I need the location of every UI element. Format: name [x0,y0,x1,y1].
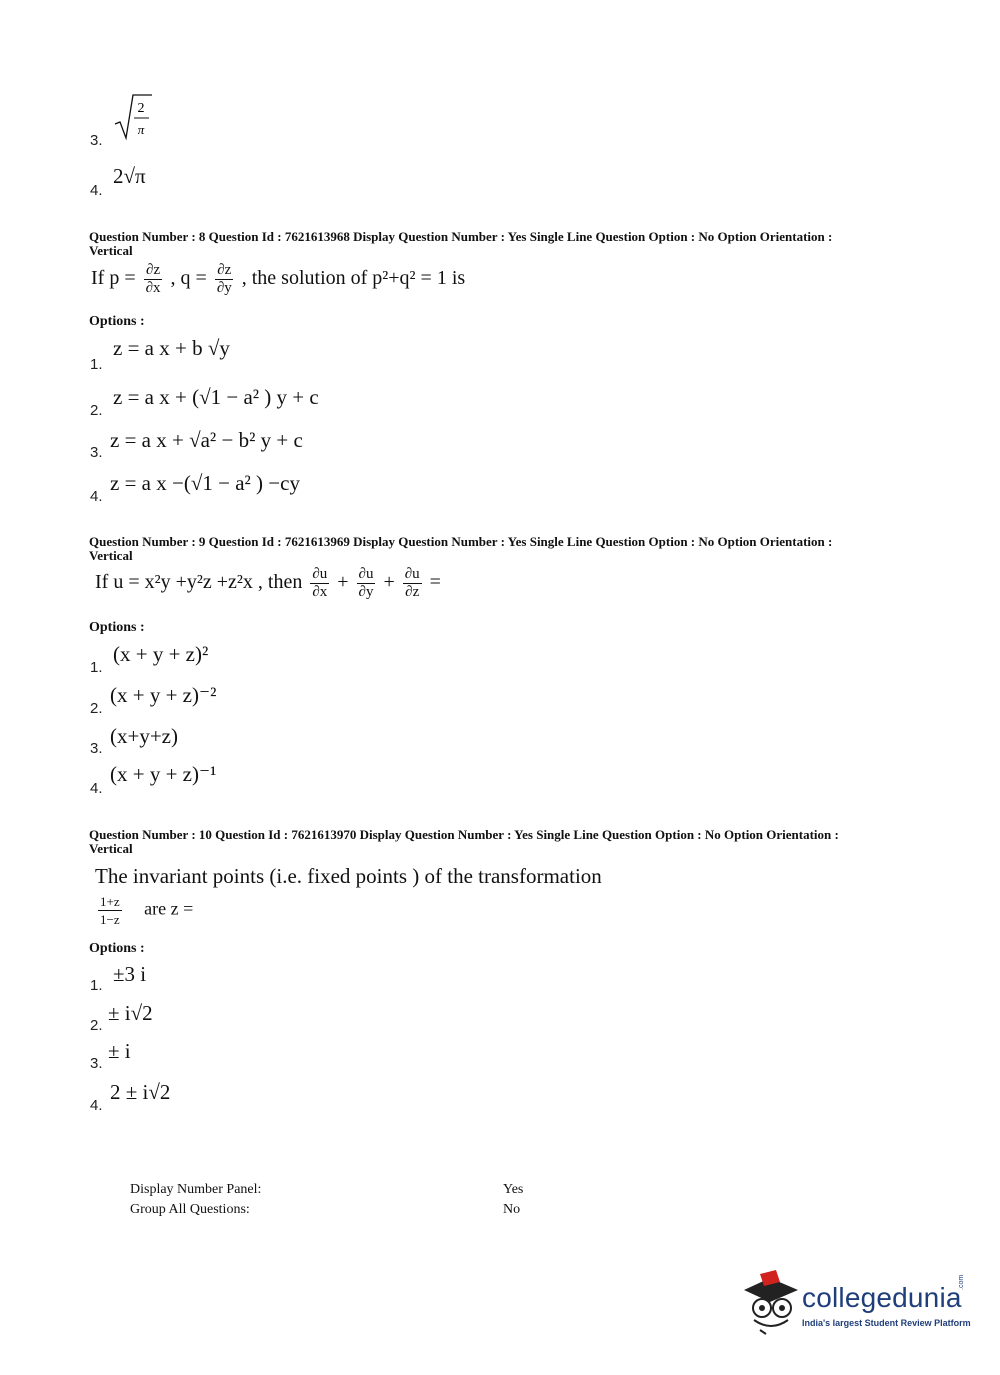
fraction-transformation [98,893,122,928]
numerator: ∂z [146,262,161,278]
question-stem-line2 [95,893,193,928]
denominator: ∂y [216,280,232,296]
sqrt-2-over-pi [113,92,153,142]
question-stem-line1: The invariant points (i.e. fixed points ) of the transformation [95,864,602,888]
option-number: 2. [90,402,103,419]
group-all-questions-value: No [503,1202,521,1217]
question-header: Question Number : 10 Question Id : 7621613970 Display Question Number : Yes Single Line Question Option : No Option Orientation : Vertical [89,827,839,856]
svg-text:2: 2 [137,101,145,116]
option-number: 3. [90,1055,103,1072]
option-text: z = a x + √a² − b² y + c [110,428,303,452]
denominator: ∂z [405,584,420,600]
stem-prefix: If p = [91,267,136,290]
fraction-du-dy [357,566,376,601]
option-text: (x + y + z)⁻² [110,683,217,707]
denominator: ∂x [312,584,328,600]
option-text: 2√π [113,164,146,188]
stem-suffix: = [429,571,441,594]
mascot-icon [740,1268,802,1336]
denominator: ∂y [358,584,374,600]
option-number: 4. [90,488,103,505]
option-text: ±3 i [113,962,147,986]
options-label: Options : [89,314,145,329]
option-number: 1. [90,977,103,994]
option-text: (x + y + z)⁻¹ [110,762,217,786]
fraction-dz-dy [215,262,234,297]
plus: + [383,571,395,594]
display-number-panel-value: Yes [503,1182,524,1197]
options-label: Options : [89,941,145,956]
collegedunia-logo [740,1268,970,1338]
question-header: Question Number : 8 Question Id : 7621613968 Display Question Number : Yes Single Line Question Option : No Option Orientation : Vertical [89,229,833,258]
option-text: (x+y+z) [110,724,178,748]
fraction-du-dx [310,566,329,601]
option-text: z = a x + (√1 − a² ) y + c [113,385,319,409]
group-all-questions-label: Group All Questions: [130,1202,250,1217]
denominator: ∂x [145,280,161,296]
option-number: 2. [90,700,103,717]
option-number: 2. [90,1017,103,1034]
option-number: 4. [90,1097,103,1114]
option-text: z = a x −(√1 − a² ) −cy [110,471,300,495]
stem-suffix: are z = [144,898,194,919]
fraction-du-dz [403,566,422,601]
option-text: ± i [108,1039,131,1063]
option-math [113,92,153,148]
option-number: 4. [90,182,103,199]
logo-wordmark: collegedunia [802,1282,962,1313]
logo-suffix: .com [958,1274,965,1290]
question-stem [91,262,465,297]
numerator: ∂u [358,566,374,582]
option-text: z = a x + b √y [113,336,230,360]
denominator: 1−z [100,912,120,927]
option-number: 3. [90,444,103,461]
options-label: Options : [89,620,145,635]
numerator: ∂u [312,566,328,582]
question-header: Question Number : 9 Question Id : 7621613969 Display Question Number : Yes Single Line Question Option : No Option Orientation : Vertical [89,534,833,563]
option-number: 1. [90,659,103,676]
question-stem [95,566,441,601]
option-number: 4. [90,780,103,797]
option-number: 3. [90,132,103,149]
option-number: 1. [90,356,103,373]
display-number-panel-label: Display Number Panel: [130,1182,262,1197]
plus: + [337,571,349,594]
option-text: (x + y + z)² [113,642,209,666]
svg-text:π: π [137,122,145,137]
q-label: , q = [170,267,207,290]
fraction-dz-dx [144,262,163,297]
option-text: ± i√2 [108,1001,153,1025]
numerator: ∂u [404,566,420,582]
logo-tagline: India's largest Student Review Platform [802,1318,971,1328]
numerator: 1+z [100,894,120,909]
numerator: ∂z [217,262,232,278]
option-number: 3. [90,740,103,757]
option-text: 2 ± i√2 [110,1080,171,1104]
stem-suffix: , the solution of p²+q² = 1 is [241,267,466,290]
stem-prefix: If u = x²y +y²z +z²x , then [95,571,303,594]
